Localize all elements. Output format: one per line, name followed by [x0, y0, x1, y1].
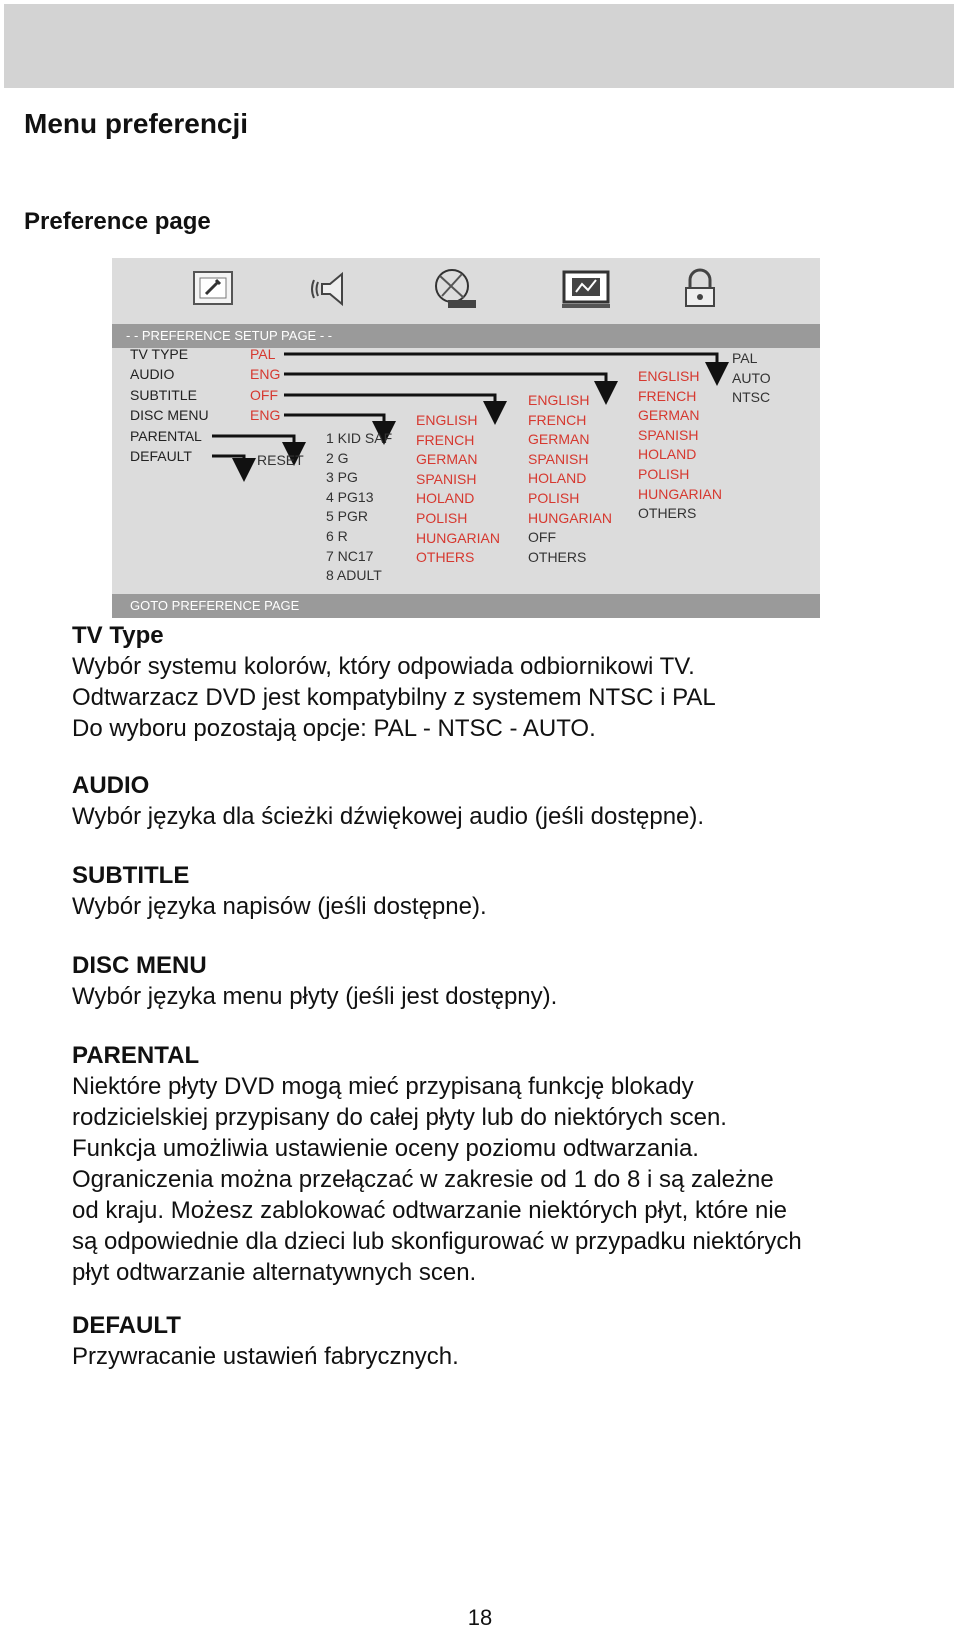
section-tv-type	[72, 620, 932, 744]
goto-preference-page[interactable]: GOTO PREFERENCE PAGE	[112, 594, 820, 618]
audio-option[interactable]: HUNGARIAN	[638, 485, 723, 502]
parental-option[interactable]: 8 ADULT	[326, 567, 382, 584]
section-parental	[72, 1040, 932, 1288]
audio-option[interactable]: OTHERS	[638, 505, 697, 522]
section-line: od kraju. Możesz zablokować odtwarzanie niektórych płyt, które nie	[72, 1197, 788, 1224]
section-heading: TV Type	[72, 622, 164, 649]
parental-option[interactable]: 5 PGR	[326, 508, 369, 525]
audio-option[interactable]: HOLAND	[638, 446, 697, 463]
disc-menu-option[interactable]: HUNGARIAN	[416, 529, 501, 546]
setup-page-header: - - PREFERENCE SETUP PAGE - -	[112, 324, 820, 348]
audio-option[interactable]: POLISH	[638, 466, 690, 482]
section-line: Ograniczenia można przełączać w zakresie od 1 do 8 i są zależne	[72, 1166, 774, 1193]
disc-menu-option[interactable]: FRENCH	[416, 431, 475, 448]
parental-option[interactable]: 7 NC17	[326, 547, 374, 564]
parental-option[interactable]: 6 R	[326, 528, 348, 544]
section-line: Funkcja umożliwia ustawienie oceny poziomu odtwarzania.	[72, 1135, 699, 1162]
disc-menu-option[interactable]: OTHERS	[416, 549, 475, 566]
subtitle-option[interactable]: SPANISH	[528, 450, 589, 467]
audio-option[interactable]: SPANISH	[638, 426, 699, 443]
section-disc-menu	[72, 950, 932, 1012]
section-line: Do wyboru pozostają opcje: PAL - NTSC - AUTO.	[72, 715, 596, 742]
section-heading: DISC MENU	[72, 952, 207, 979]
section-default	[72, 1310, 932, 1372]
subtitle-option[interactable]: GERMAN	[528, 431, 590, 448]
subtitle-option[interactable]: HUNGARIAN	[528, 509, 613, 526]
section-audio	[72, 770, 932, 832]
audio-option[interactable]: GERMAN	[638, 407, 700, 424]
preference-setup-screen	[112, 258, 820, 618]
disc-menu-option[interactable]: SPANISH	[416, 470, 477, 487]
audio-option[interactable]: ENGLISH	[638, 368, 700, 384]
disc-menu-value: ENG	[250, 407, 281, 423]
section-heading: DEFAULT	[72, 1312, 181, 1339]
section-line: płyt odtwarzanie alternatywnych scen.	[72, 1259, 477, 1286]
section-line: Wybór języka menu płyty (jeśli jest dostępny).	[72, 983, 558, 1010]
section-line: Wybór języka napisów (jeśli dostępne).	[72, 893, 487, 920]
section-line: Wybór systemu kolorów, który odpowiada odbiornikowi TV.	[72, 653, 695, 680]
section-line: są odpowiednie dla dzieci lub skonfigurować w przypadku niektórych	[72, 1228, 802, 1255]
section-line: Niektóre płyty DVD mogą mieć przypisaną funkcję blokady	[72, 1073, 694, 1100]
section-line: rodzicielskiej przypisany do całej płyty lub do niektórych scen.	[72, 1104, 727, 1131]
parental-option[interactable]: 2 G	[326, 449, 349, 466]
disc-menu-option[interactable]: HOLAND	[416, 490, 475, 507]
audio-value: ENG	[250, 366, 281, 382]
audio-option[interactable]: FRENCH	[638, 387, 697, 404]
page-number: 18	[467, 1605, 493, 1630]
section-heading: SUBTITLE	[72, 862, 190, 889]
subtitle-option[interactable]: OTHERS	[528, 548, 587, 565]
tv-type-option[interactable]: PAL	[732, 350, 758, 366]
subtitle-option[interactable]: POLISH	[528, 490, 580, 506]
page-title: Menu preferencji	[24, 108, 249, 139]
tv-type-option[interactable]: AUTO	[732, 369, 771, 386]
subtitle-option[interactable]: FRENCH	[528, 411, 587, 428]
subtitle-option[interactable]: HOLAND	[528, 470, 587, 487]
section-heading: PARENTAL	[72, 1042, 200, 1069]
disc-menu-option[interactable]: POLISH	[416, 510, 468, 526]
subtitle-value: OFF	[250, 387, 278, 403]
default-label[interactable]: DEFAULT	[130, 448, 192, 464]
header-band	[4, 4, 954, 88]
subtitle-option[interactable]: ENGLISH	[528, 392, 590, 408]
subtitle-option[interactable]: OFF	[528, 529, 556, 546]
section-line: Odtwarzacz DVD jest kompatybilny z systemem NTSC i PAL	[72, 684, 716, 711]
audio-label[interactable]: AUDIO	[130, 366, 175, 382]
subtitle-label[interactable]: SUBTITLE	[130, 387, 197, 403]
disc-menu-option[interactable]: ENGLISH	[416, 412, 478, 428]
disc-menu-label[interactable]: DISC MENU	[130, 407, 209, 423]
section-line: Wybór języka dla ścieżki dźwiękowej audio (jeśli dostępne).	[72, 803, 705, 830]
section-title: Preference page	[24, 208, 211, 235]
section-line: Przywracanie ustawień fabrycznych.	[72, 1343, 459, 1370]
section-heading: AUDIO	[72, 772, 150, 799]
parental-label[interactable]: PARENTAL	[130, 428, 202, 444]
tv-type-option[interactable]: NTSC	[732, 389, 771, 406]
parental-option[interactable]: 3 PG	[326, 469, 358, 486]
disc-menu-option[interactable]: GERMAN	[416, 451, 478, 468]
reset-option[interactable]: RESET	[257, 452, 304, 468]
section-subtitle	[72, 860, 932, 922]
tv-type-value: PAL	[250, 346, 276, 362]
parental-option[interactable]: 4 PG13	[326, 488, 374, 505]
tv-type-label[interactable]: TV TYPE	[130, 346, 189, 362]
parental-option[interactable]: 1 KID SAF	[326, 430, 393, 446]
